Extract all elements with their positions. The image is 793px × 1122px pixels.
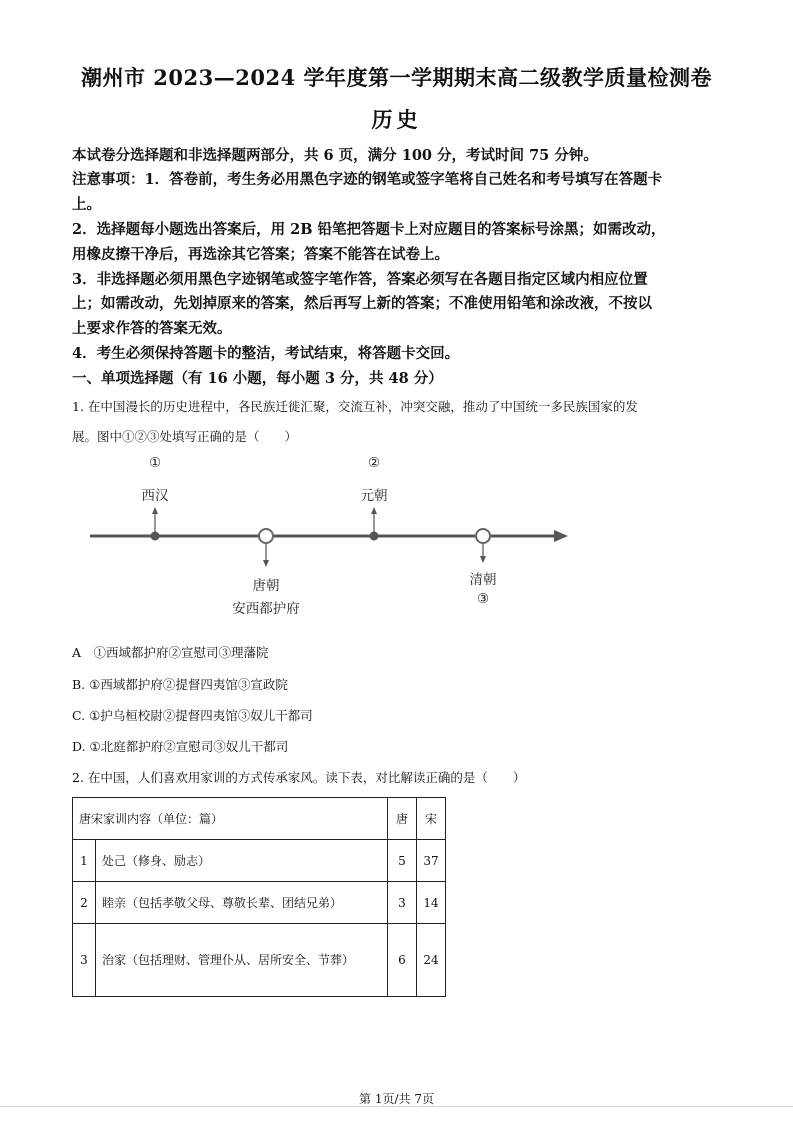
m2-pointer-head [371,507,377,514]
instruction-line: 本试卷分选择题和非选择题两部分，共 6 页，满分 100 分，考试时间 75 分钟。 [72,147,598,164]
table-row [73,882,446,924]
instruction-line: 注意事项：1．答卷前，考生务必用黑色字迹的钢笔或签字笔将自己姓名和考号填写在答题卡 [72,171,663,188]
section-heading: 一、单项选择题（有 16 小题，每小题 3 分，共 48 分） [72,370,443,387]
qing-pointer-head [480,556,486,563]
row-song-value: 14 [417,882,446,924]
row-content: 睦亲（包括孝敬父母、尊敬长辈、团结兄弟） [96,882,388,924]
row-tang-value: 6 [388,924,417,997]
qing-number: ③ [476,591,490,607]
exam-subject: 历史 [371,107,422,132]
table-row [73,840,446,882]
timeline-arrowhead [554,530,568,542]
instruction-line: 用橡皮擦干净后，再选涂其它答案；答案不能答在试卷上。 [72,246,449,263]
row-song-value: 37 [417,840,446,882]
q2-stem: 2. 在中国，人们喜欢用家训的方式传承家风。读下表，对比解读正确的是（ ） [72,770,526,785]
q1-option-a: A ①西域都护府②宣慰司③理藩院 [72,645,269,660]
instruction-line: 3．非选择题必须用黑色字迹钢笔或签字笔作答，答案必须写在各题目指定区域内相应位置 [72,271,648,288]
row-content: 治家（包括理财、管理仆从、居所安全、节葬） [96,924,388,997]
q1-option-c: C. ①护乌桓校尉②提督四夷馆③奴儿干都司 [72,708,313,723]
row-content: 处己（修身、励志） [96,840,388,882]
tang-node [259,529,273,543]
instruction-line: 上要求作答的答案无效。 [72,320,232,337]
row-index: 1 [73,840,96,882]
table-header-row [73,798,446,840]
table-col-song: 宋 [417,798,446,840]
qing-label: 清朝 [469,572,497,588]
instruction-line: 上；如需改动，先划掉原来的答案，然后再写上新的答案；不准使用铅笔和涂改液，不按以 [72,295,652,312]
m1-label: 西汉 [141,488,169,504]
family-instruction-table [72,797,446,997]
m1-number: ① [148,455,162,471]
qing-node [476,529,490,543]
q1-stem-line1: 1. 在中国漫长的历史进程中，各民族迁徙汇聚，交流互补，冲突交融，推动了中国统一多民族国家的发 [72,399,638,414]
q1-option-b: B. ①西域都护府②提督四夷馆③宣政院 [72,677,288,692]
m2-dot [370,532,379,541]
m2-label: 元朝 [360,488,388,504]
row-song-value: 24 [417,924,446,997]
instruction-line: 2．选择题每小题选出答案后，用 2B 铅笔把答题卡上对应题目的答案标号涂黑；如需改动， [72,221,666,238]
table-row [73,924,446,997]
instruction-line: 4．考生必须保持答题卡的整洁，考试结束，将答题卡交回。 [72,345,460,362]
row-index: 2 [73,882,96,924]
row-index: 3 [73,924,96,997]
exam-title: 潮州市 2023—2024 学年度第一学期期末高二级教学质量检测卷 [80,65,712,90]
m1-dot [151,532,160,541]
m1-pointer-head [152,507,158,514]
instruction-line: 上。 [72,196,101,213]
footer-divider [0,1106,793,1107]
table-col-tang: 唐 [388,798,417,840]
tang-pointer-head [263,560,269,567]
tang-sub-label: 安西都护府 [232,601,300,617]
page-number: 第 1页/共 7页 [359,1092,434,1106]
row-tang-value: 5 [388,840,417,882]
q1-stem-line2: 展。图中①②③处填写正确的是（ ） [72,429,298,444]
tang-label: 唐朝 [252,578,280,594]
row-tang-value: 3 [388,882,417,924]
m2-number: ② [367,455,381,471]
q1-option-d: D. ①北庭都护府②宣慰司③奴儿干都司 [72,739,289,754]
table-header-cell: 唐宋家训内容（单位：篇） [73,798,388,840]
